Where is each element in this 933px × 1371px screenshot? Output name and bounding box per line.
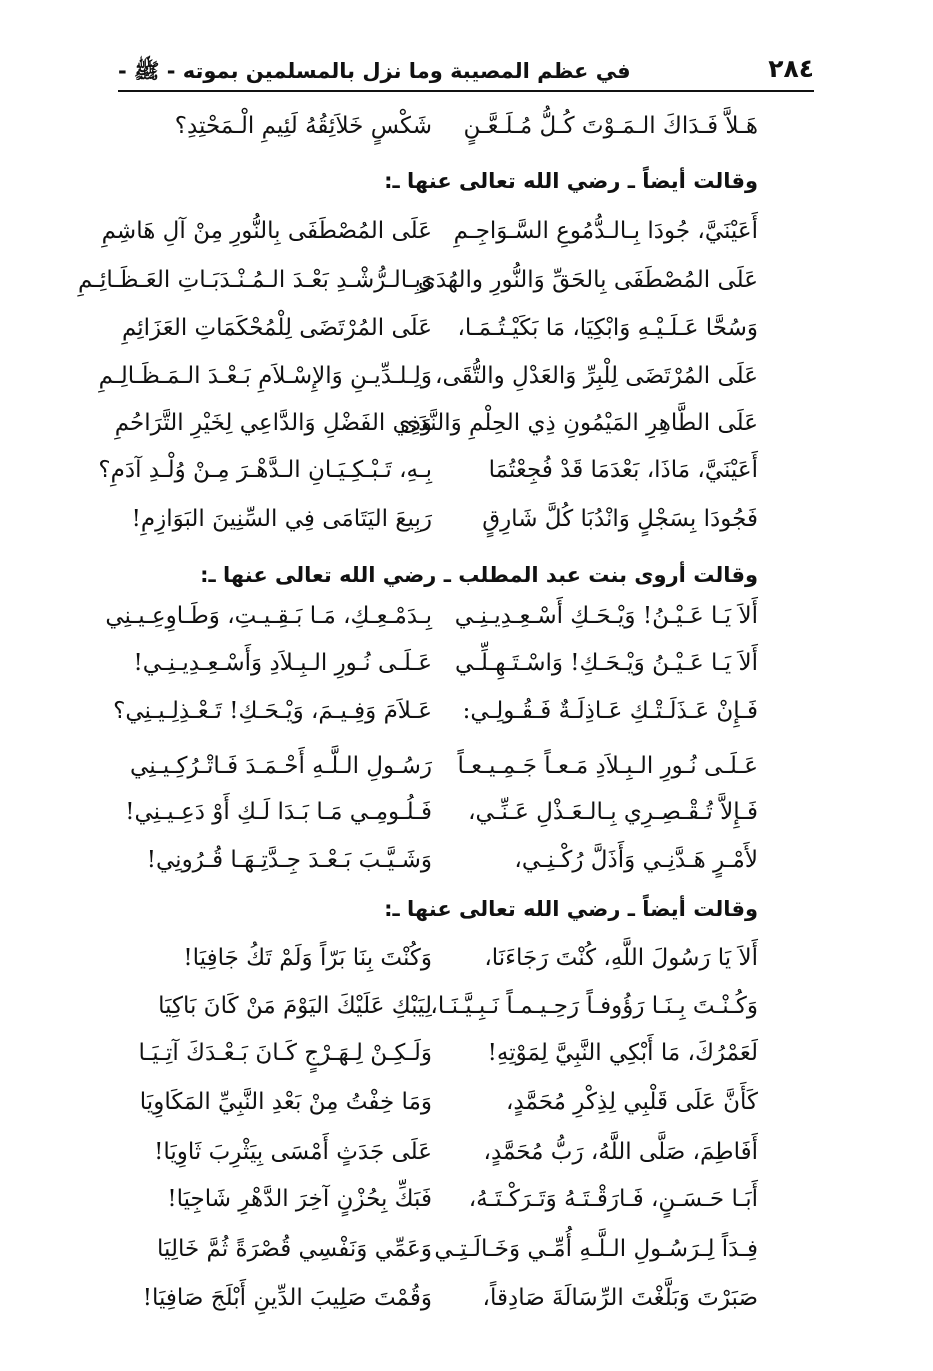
verse-second-hemistich: عَـلاَمَ وَفِـيـمَ، وَيْـحَـكِ! تَـعْـذِلِـيـنِي؟ <box>113 698 432 724</box>
verse-second-hemistich: وَذِي الفَضْلِ وَالدَّاعِي لِخَيْرِ التَّرَاحُمِ <box>114 410 432 436</box>
verse-first-hemistich: فَـإِنْ عَـذَلَـتْـكِ عَـاذِلَـةٌ فَـقُـولِـي: <box>462 698 758 724</box>
verse-first-hemistich: عَلَى المُرْتَضَى لِلْبِرِّ وَالعَدْلِ والتُّقَى، <box>435 363 758 389</box>
verse-second-hemistich: وَلَـكِـنْ لِـهَـرْجٍ كَـانَ بَـعْـدَكَ آتِـيَـا <box>138 1040 432 1066</box>
verse-second-hemistich: وَكُنْتَ بِنَا بَرّاً وَلَمْ تَكُ جَافِيَا! <box>183 945 432 971</box>
verse-first-hemistich: أَبَـا حَـسَـنٍ، فَـارَقْـتَـهُ وَتَـرَكْـتَـهُ، <box>468 1186 758 1212</box>
verse-line <box>118 1229 758 1269</box>
verse-second-hemistich: بِـدَمْـعِـكِ، مَـا بَـقِـيـتِ، وَطَـاوِعِـيـنِي <box>105 603 432 629</box>
verse-first-hemistich: وَسُحَّا عَـلَـيْـهِ وَابْكِيَا، مَا بَكَيْـتُـمَـا، <box>457 315 758 341</box>
verse-first-hemistich: وَكُـنْـتَ بِـنَـا رَؤُوفـاً رَحِـيـمـاً نَـبِـيَّـنَـا، <box>430 993 758 1019</box>
section-intro: وقالت أيضاً ـ رضي الله تعالى عنها ـ: <box>384 897 758 921</box>
verse-line <box>98 356 758 396</box>
verse-first-hemistich: فِـدَاً لِـرَسُـولِ الـلَّـهِ أُمِّـي وَخَـالَـتِـي <box>434 1236 758 1262</box>
verse-first-hemistich: هَـلاَّ فَـدَاكَ الـمَـوْتَ كُـلُّ مُـلَـعَّـنٍ <box>463 113 758 139</box>
verse-line <box>118 499 758 539</box>
page-number: ٢٨٤ <box>768 54 814 83</box>
verse-second-hemistich: فَـلُـومِـي مَـا بَـدَا لَـكِ أَوْ دَعِـيـنِي! <box>125 799 432 825</box>
verse-second-hemistich: عَلَى المُرْتَضَى لِلْمُحْكَمَاتِ العَزَائِمِ <box>121 315 432 341</box>
verse-line <box>105 596 758 636</box>
verse-line <box>118 840 758 880</box>
section-intro: وقالت أروى بنت عبد المطلب ـ رضي الله تعالى عنها ـ: <box>200 563 758 587</box>
verse-first-hemistich: لَعَمْرُكَ، مَا أَبْكِي النَّبِيَّ لِمَوْتِهِ! <box>487 1040 758 1066</box>
verse-second-hemistich: عَلَى المُصْطَفَى بِالنُّورِ مِنْ آلِ هَاشِمِ <box>101 218 432 244</box>
verse-second-hemistich: عَـلَـى نُـورِ الـبِـلاَدِ وَأَسْـعِـدِيـنِـي! <box>133 650 432 676</box>
verse-first-hemistich: أَلاَ يَا رَسُولَ اللَّهِ، كُنْتَ رَجَاءَنَا، <box>484 945 758 971</box>
verse-first-hemistich: كَأَنَّ عَلَى قَلْبِي لِذِكْرِ مُحَمَّدٍ، <box>505 1089 758 1115</box>
verse-line <box>118 1082 758 1122</box>
running-title: في عظم المصيبة وما نزل بالمسلمين بموته - ﷺ - <box>118 59 631 83</box>
verse-first-hemistich: أَلاَ يَـا عَـيْـنُ! وَيْـحَـكِ أَسْـعِـدِيـنِـي <box>454 603 758 629</box>
verse-line <box>118 746 758 786</box>
verse-line <box>101 211 758 251</box>
verse-first-hemistich: أَعَيْنَيَّ، جُودَا بِـالـدُّمُوعِ السَّـوَاجِـمِ <box>453 218 758 244</box>
verse-second-hemistich: لِيَبْكِ عَلَيْكَ اليَوْمَ مَنْ كَانَ بَاكِيَا <box>158 993 432 1019</box>
verse-line <box>77 260 758 300</box>
verse-line <box>118 1278 758 1318</box>
verse-second-hemistich: رَبِيعَ اليَتَامَى فِي السِّنِينَ البَوَازِمِ! <box>131 506 432 532</box>
verse-second-hemistich: وَعَمِّي وَنَفْسِي قُصْرَةً ثُمَّ خَالِيَا <box>157 1236 432 1262</box>
verse-line <box>118 986 758 1026</box>
verse-second-hemistich: وَلِـلـدِّيـنِ وَالإِسْـلاَمِ بَـعْـدَ الـمَـظَـالِـمِ <box>98 363 432 389</box>
verse-line <box>118 106 758 146</box>
page-header <box>118 52 814 92</box>
verse-first-hemistich: لأَمْـرٍ هَـدَّنِـي وَأَذَلَّ رُكْـنِـي، <box>514 847 758 873</box>
verse-second-hemistich: رَسُـولِ الـلَّـهِ أَحْـمَـدَ فَـاتْـرُكِـيـنِي <box>130 753 432 779</box>
verse-first-hemistich: فَجُودَا بِسَجْلٍ وَانْدُبَا كُلَّ شَارِقٍ <box>482 506 758 532</box>
verse-line <box>118 938 758 978</box>
verse-second-hemistich: وَقُمْتَ صَلِيبَ الدِّينِ أَبْلَجَ صَافِيَا! <box>142 1285 432 1311</box>
verse-second-hemistich: وَمَا خِفْتُ مِنْ بَعْدِ النَّبِيِّ المَكَاوِيَا <box>139 1089 432 1115</box>
verse-line <box>113 691 758 731</box>
verse-first-hemistich: عَلَى الطَّاهِرِ المَيْمُونِ ذِي الحِلْمِ وَالنَّدَى <box>400 410 758 436</box>
verse-second-hemistich: وَبِـالـرُّشْـدِ بَعْـدَ الـمُـنْـدَبَـاتِ العَـظَـائِـمِ <box>77 267 432 293</box>
verse-line <box>114 403 758 443</box>
section-intro: وقالت أيضاً ـ رضي الله تعالى عنها ـ: <box>384 169 758 193</box>
verse-first-hemistich: أَفَاطِمَ، صَلَّى اللَّهُ، رَبُّ مُحَمَّدٍ، <box>483 1139 758 1165</box>
verse-line <box>98 450 758 490</box>
verse-line <box>118 643 758 683</box>
verse-second-hemistich: فَبَكِّ بِحُزْنٍ آخِرَ الدَّهْرِ شَاجِيَا! <box>167 1186 432 1212</box>
verse-line <box>118 1132 758 1172</box>
verse-line <box>118 792 758 832</box>
verse-line <box>118 308 758 348</box>
verse-first-hemistich: عَلَى المُصْطَفَى بِالحَقِّ وَالنُّورِ والهُدَى <box>417 267 758 293</box>
verse-first-hemistich: أَلاَ يَـا عَـيْـنُ وَيْـحَـكِ! وَاسْـتَـهِـلِّـي <box>454 650 758 676</box>
verse-first-hemistich: عَـلَـى نُـورِ الـبِـلاَدِ مَـعـاً جَـمِـيـعـاً <box>457 753 758 779</box>
verse-line <box>118 1033 758 1073</box>
verse-second-hemistich: عَلَى جَدَثٍ أَمْسَى بِيَثْرِبَ ثَاوِيَا! <box>154 1139 432 1165</box>
verse-line <box>118 1179 758 1219</box>
verse-first-hemistich: فَـإِلاَّ تُـقْـصِـرِي بِـالـعَـذْلِ عَـنِّـي، <box>468 799 758 825</box>
verse-second-hemistich: شَكْسٍ خَلاَئِقُهُ لَئِيمِ الْـمَحْتِدِ؟ <box>174 113 432 139</box>
verse-first-hemistich: أَعَيْنَيَّ، مَاذَا، بَعْدَمَا قَدْ فُجِعْتُمَا <box>488 457 758 483</box>
verse-first-hemistich: صَبَرْتَ وَبَلَّغْتَ الرِّسَالَةَ صَادِقاً، <box>482 1285 758 1311</box>
verse-second-hemistich: وَشَـيَّـبَ بَـعْـدَ جِـدَّتِـهَـا قُـرُونِي! <box>146 847 432 873</box>
verse-second-hemistich: بِـهِ، تَـبْـكِـيَـانِ الـدَّهْـرَ مِـنْ وُلْـدِ آدَمِ؟ <box>98 457 432 483</box>
